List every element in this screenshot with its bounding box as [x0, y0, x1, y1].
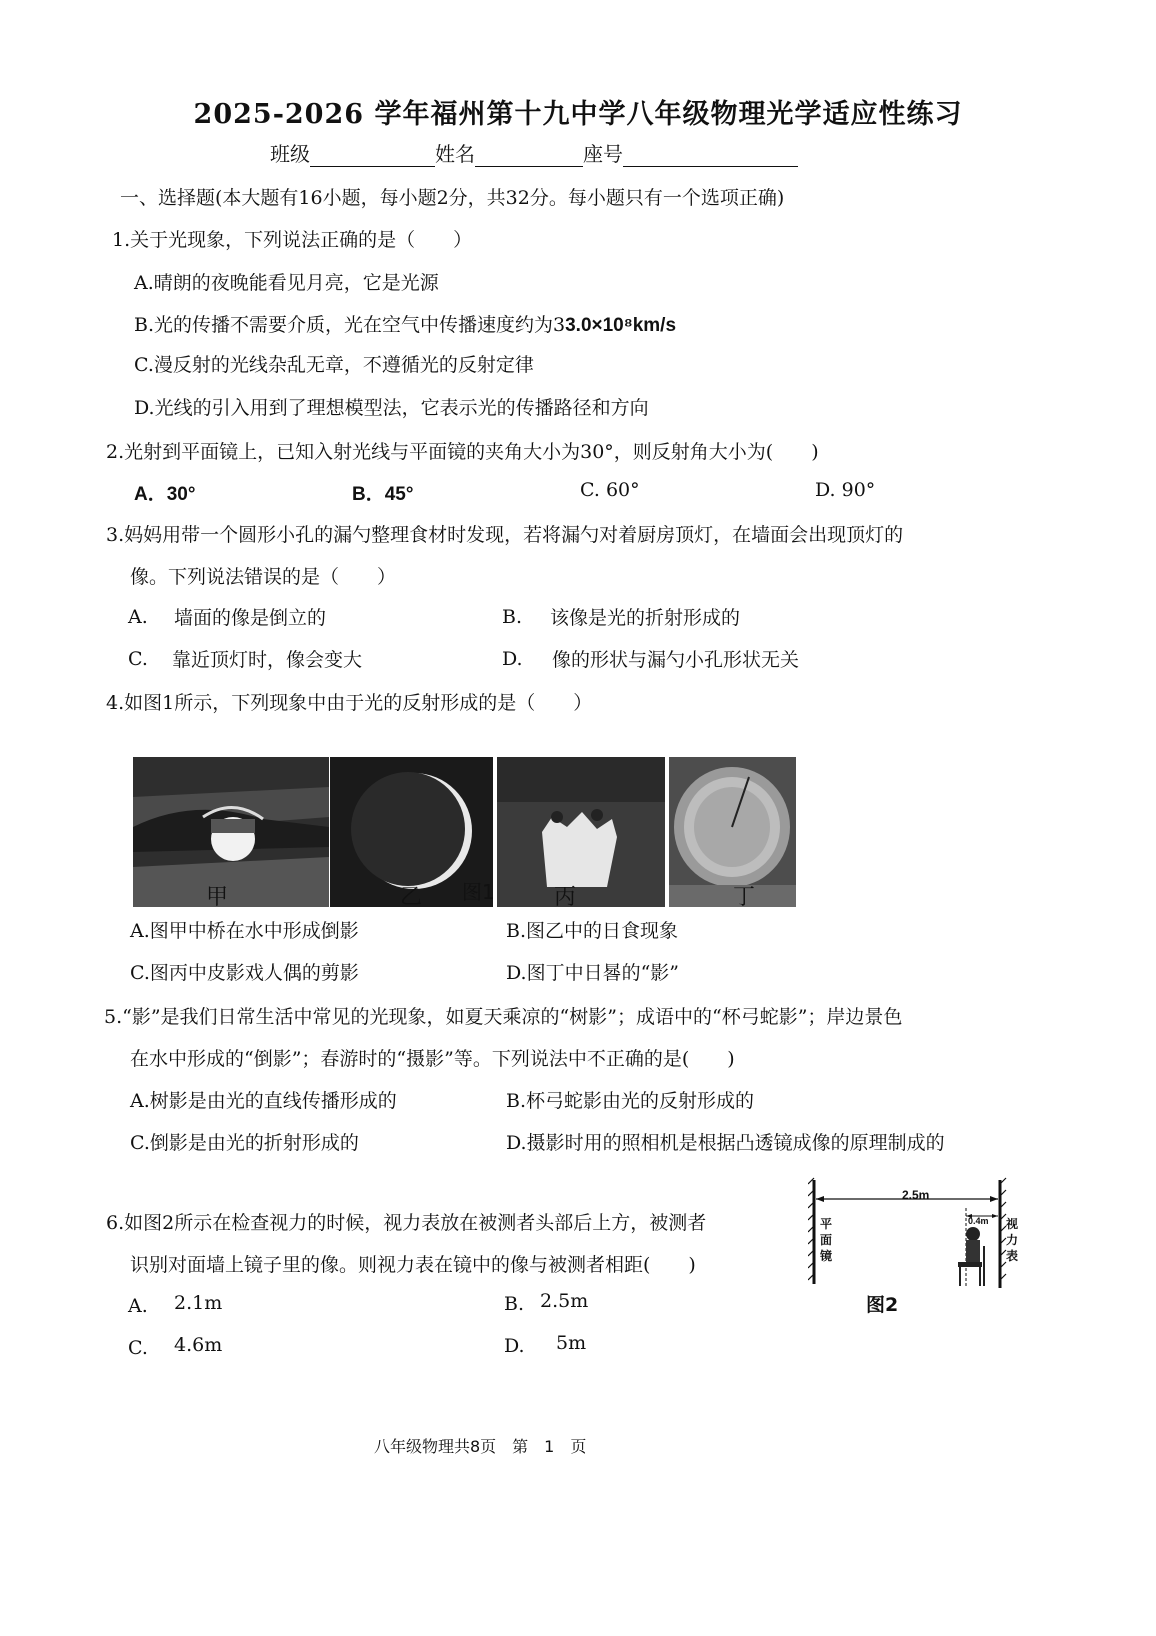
q3-option-a-letter: A.: [128, 606, 148, 628]
photo-bridge-reflection: [133, 757, 329, 907]
q5-stem-line1: 5.“影”是我们日常生活中常见的光现象，如夏天乘凉的“树影”；成语中的“杯弓蛇影”；岸边景色: [104, 1006, 903, 1028]
q1-option-b-text: B.光的传播不需要介质，光在空气中传播速度约为3: [134, 314, 566, 336]
q5-option-d: D.摄影时用的照相机是根据凸透镜成像的原理制成的: [506, 1132, 945, 1154]
q1-option-b: [134, 310, 676, 337]
q6-option-d-letter: D.: [504, 1335, 525, 1357]
q3-stem-line1: 3.妈妈用带一个圆形小孔的漏勺整理食材时发现，若将漏勺对着厨房顶灯，在墙面会出现顶灯的: [106, 524, 904, 546]
q3-option-d-letter: D.: [502, 648, 523, 670]
q2-stem: 2.光射到平面镜上，已知入射光线与平面镜的夹角大小为30°，则反射角大小为( ): [106, 441, 819, 463]
q3-option-c-letter: C.: [128, 648, 148, 670]
fig1-label-yi: 乙: [400, 885, 423, 910]
fig2-chart-char: 视: [1006, 1217, 1019, 1231]
q3-option-d: 像的形状与漏勺小孔形状无关: [552, 649, 800, 671]
q1-option-b-value: 3.0×10⁸km/s: [565, 315, 677, 336]
fig2-distance-label: 2.5m: [902, 1188, 930, 1202]
class-label: 班级: [270, 142, 310, 166]
q3-option-b: 该像是光的折射形成的: [550, 607, 741, 629]
q2-option-c: C. 60°: [580, 479, 640, 501]
photo-shadow-puppet: [497, 757, 665, 907]
name-blank: [475, 144, 583, 167]
q6-option-b-letter: B.: [504, 1293, 525, 1315]
page-title: 2025-2026 学年福州第十九中学八年级物理光学适应性练习: [193, 99, 963, 130]
fig2-small-distance-label: 0.4m: [968, 1216, 989, 1226]
q5-option-b: B.杯弓蛇影由光的反射形成的: [506, 1090, 755, 1112]
q1-stem: 1.关于光现象，下列说法正确的是（ ）: [112, 229, 473, 251]
q5-option-c: C.倒影是由光的折射形成的: [130, 1132, 359, 1154]
fig2-mirror-label: [820, 1216, 832, 1264]
fig2-caption: 图2: [866, 1294, 899, 1316]
page-footer: 八年级物理共8页 第 1 页: [374, 1437, 587, 1456]
q4-stem: 4.如图1所示，下列现象中由于光的反射形成的是（ ）: [106, 692, 593, 714]
q5-stem-line2: 在水中形成的“倒影”；春游时的“摄影”等。下列说法中不正确的是( ): [130, 1048, 735, 1070]
q2-option-b: B．45°: [352, 484, 414, 505]
q6-option-a: 2.1m: [174, 1292, 223, 1314]
fig2-mirror-char: 平: [820, 1217, 833, 1231]
fig1-label-bing: 丙: [554, 885, 577, 910]
q1-option-c: C.漫反射的光线杂乱无章，不遵循光的反射定律: [134, 354, 534, 376]
q6-option-a-letter: A.: [128, 1295, 148, 1317]
q3-option-b-letter: B.: [502, 606, 523, 628]
class-blank: [310, 144, 435, 167]
q1-option-d: D.光线的引入用到了理想模型法，它表示光的传播路径和方向: [134, 397, 649, 419]
q2-option-d: D. 90°: [815, 479, 876, 501]
student-info: [270, 138, 798, 167]
seat-label: 座号: [583, 142, 623, 166]
q4-option-a: A.图甲中桥在水中形成倒影: [130, 920, 359, 942]
q3-option-a: 墙面的像是倒立的: [174, 607, 327, 629]
q6-option-c: 4.6m: [174, 1334, 223, 1356]
fig2-chart-char: 表: [1006, 1249, 1019, 1263]
figure-2: [808, 1176, 1028, 1326]
q4-option-c: C.图丙中皮影戏人偶的剪影: [130, 962, 359, 984]
fig2-mirror-char: 面: [820, 1233, 833, 1247]
q6-option-d: 5m: [556, 1332, 587, 1354]
q4-option-d: D.图丁中日晷的“影”: [506, 962, 680, 984]
name-label: 姓名: [435, 142, 475, 166]
q2-option-a: A．30°: [134, 484, 196, 505]
fig1-label-ding: 丁: [733, 885, 756, 910]
fig2-mirror-char: 镜: [820, 1249, 833, 1263]
q6-option-c-letter: C.: [128, 1337, 148, 1359]
q6-option-b: 2.5m: [540, 1290, 589, 1312]
seat-blank: [623, 144, 798, 167]
q1-option-a: A.晴朗的夜晚能看见月亮，它是光源: [134, 272, 439, 294]
q3-stem-line2: 像。下列说法错误的是（ ）: [130, 566, 397, 588]
fig2-chart-label: [1006, 1216, 1018, 1264]
q6-stem-line1: 6.如图2所示在检查视力的时候，视力表放在被测者头部后上方，被测者: [106, 1212, 707, 1234]
q3-option-c: 靠近顶灯时，像会变大: [172, 649, 363, 671]
fig1-label-jia: 甲: [206, 885, 229, 910]
q5-option-a: A.树影是由光的直线传播形成的: [130, 1090, 397, 1112]
fig1-caption: 图1: [462, 880, 495, 904]
section-heading: 一、选择题(本大题有16小题，每小题2分，共32分。每小题只有一个选项正确): [120, 187, 785, 209]
q6-stem-line2: 识别对面墙上镜子里的像。则视力表在镜中的像与被测者相距( ): [130, 1254, 696, 1276]
q4-option-b: B.图乙中的日食现象: [506, 920, 679, 942]
fig2-chart-char: 力: [1006, 1233, 1019, 1247]
